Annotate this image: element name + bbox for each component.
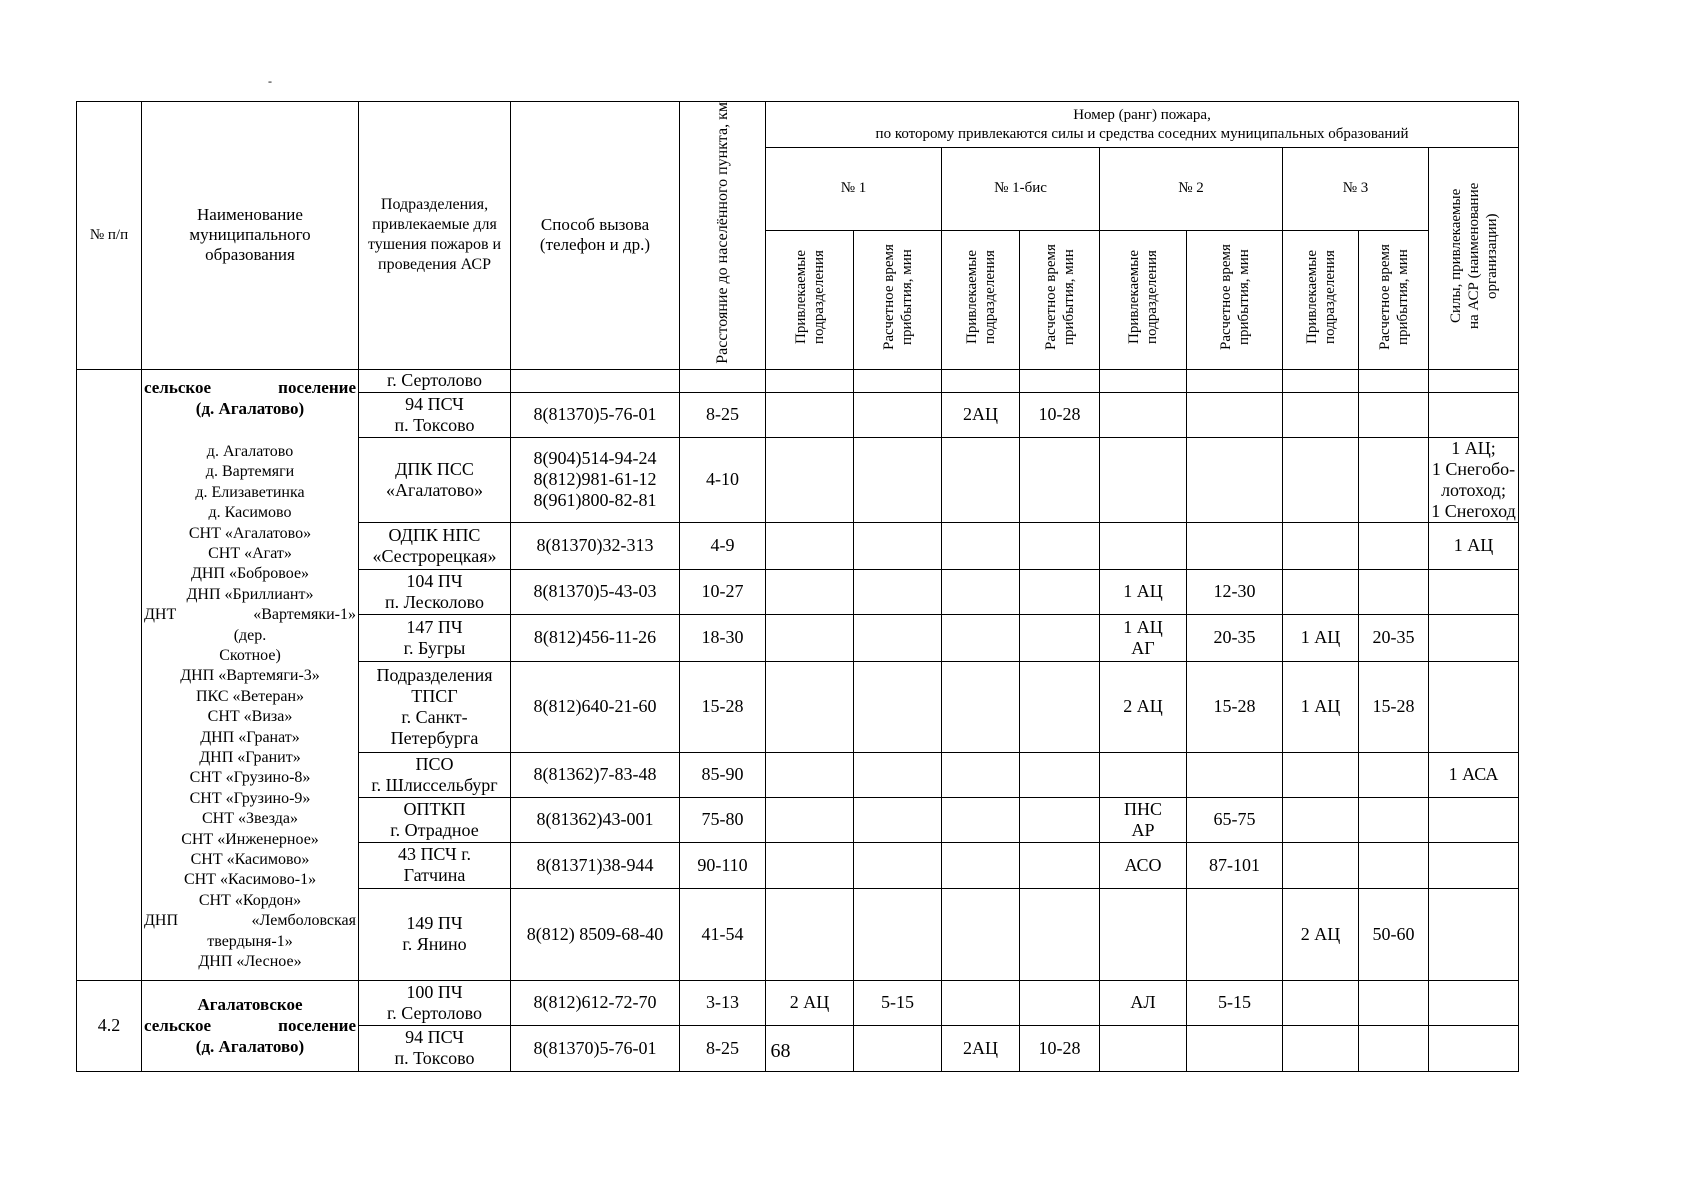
- block2-num: 4.2: [77, 980, 142, 1071]
- cell-r3u: 1 АЦ: [1283, 661, 1359, 752]
- cell-unit: [359, 569, 511, 614]
- header-rank1: № 1: [766, 148, 942, 231]
- cell-asr: [1429, 842, 1519, 888]
- cell-rbt: [1020, 842, 1100, 888]
- cell-rbt: [1020, 888, 1100, 980]
- cell-rbt: [1020, 752, 1100, 797]
- cell-asr: 1 АЦ: [1429, 522, 1519, 569]
- block1-num: [77, 369, 142, 980]
- cell-r3t: 15-28: [1359, 661, 1429, 752]
- cell-r3t: [1359, 842, 1429, 888]
- header-fire-rank-line2: по которому привлекаются силы и средства соседних муниципальных образований: [875, 125, 1409, 142]
- cell-r2u: [1100, 797, 1187, 842]
- cell-r3u: [1283, 369, 1359, 392]
- cell-r1u: [766, 661, 854, 752]
- cell-rbt: [1020, 369, 1100, 392]
- header-asr-text: Силы, привлекаемые на АСР (наименование организации): [1447, 182, 1500, 329]
- cell-asr: [1429, 392, 1519, 437]
- cell-rbt: [1020, 437, 1100, 522]
- header-rank1bis: № 1-бис: [942, 148, 1100, 231]
- cell-phone: [511, 437, 680, 522]
- settlement-item: д. Вартемяги: [205, 463, 295, 481]
- cell-asr: [1429, 437, 1519, 522]
- cell-r2u-line: АР: [1131, 819, 1155, 840]
- cell-unit: [359, 614, 511, 661]
- cell-unit-line: г. Отрадное: [390, 819, 479, 840]
- cell-phone: 8(812) 8509-68-40: [511, 888, 680, 980]
- cell-dist: 75-80: [680, 797, 766, 842]
- cell-dist: 90-110: [680, 842, 766, 888]
- cell-unit: [359, 842, 511, 888]
- cell-unit-line: п. Токсово: [394, 1048, 475, 1069]
- settlement-item: СНТ «Касимово-1»: [183, 871, 317, 889]
- cell-asr: [1429, 614, 1519, 661]
- cell-unit-line: ПСО: [415, 753, 454, 774]
- cell-phone: 8(812)640-21-60: [511, 661, 680, 752]
- header-rb-time: Расчетное время прибытия, мин: [1020, 230, 1100, 369]
- cell-rbu: [942, 369, 1020, 392]
- settlement-item: д. Агалатово: [206, 442, 294, 460]
- cell-unit-line: 100 ПЧ: [406, 981, 463, 1002]
- settlement-item: ДНП «Бобровое»: [190, 565, 310, 583]
- header-distance-text: Расстояние до населённого пункта, км: [713, 102, 731, 364]
- cell-unit-line: 94 ПСЧ: [405, 393, 464, 414]
- cell-rbu: [942, 614, 1020, 661]
- cell-unit-line: ОДПК НПС: [388, 524, 481, 545]
- cell-unit: [359, 980, 511, 1025]
- cell-r1u: [766, 392, 854, 437]
- cell-r3t: 20-35: [1359, 614, 1429, 661]
- cell-unit-line: 149 ПЧ: [406, 913, 463, 934]
- header-name: Наименование муниципального образования: [142, 102, 359, 370]
- header-rb-units: Привлекаемые подразделения: [942, 230, 1020, 369]
- cell-r3t: [1359, 522, 1429, 569]
- header-asr: [1429, 148, 1519, 370]
- cell-dist: 4-10: [680, 437, 766, 522]
- cell-r3u: [1283, 569, 1359, 614]
- cell-r1t: [854, 569, 942, 614]
- cell-unit-line: «Агалатово»: [385, 479, 484, 500]
- cell-r1u: [766, 569, 854, 614]
- settlement-item: ДНП «Лесное»: [198, 953, 302, 971]
- header-rank2: № 2: [1100, 148, 1283, 231]
- block1-title-line1: сельское поселение: [144, 377, 356, 397]
- cell-r3t: [1359, 392, 1429, 437]
- header-distance: [680, 102, 766, 370]
- cell-r2u: [1100, 614, 1187, 661]
- cell-r2u-line: АГ: [1131, 637, 1155, 658]
- cell-rbu: [942, 888, 1020, 980]
- table-row: [77, 980, 1519, 1025]
- cell-dist: 3-13: [680, 980, 766, 1025]
- settlement-item: д. Елизаветинка: [195, 483, 305, 501]
- cell-asr: 1 АСА: [1429, 752, 1519, 797]
- cell-phone: 8(81371)38-944: [511, 842, 680, 888]
- cell-phone-line: 8(961)800-82-81: [533, 490, 657, 511]
- cell-dist: 10-27: [680, 569, 766, 614]
- cell-r2t: [1187, 888, 1283, 980]
- cell-r1u: [766, 614, 854, 661]
- cell-phone: 8(81370)5-76-01: [511, 392, 680, 437]
- cell-rbu: [942, 522, 1020, 569]
- cell-r2u-line: 1 АЦ: [1123, 616, 1163, 637]
- settlement-item: ДНП «Гранат»: [200, 728, 300, 746]
- cell-r1t: [854, 888, 942, 980]
- cell-r2t: [1187, 392, 1283, 437]
- cell-asr: [1429, 797, 1519, 842]
- settlement-list: [144, 442, 356, 973]
- cell-unit: [359, 392, 511, 437]
- cell-r3u: [1283, 842, 1359, 888]
- settlement-item: СНТ «Грузино-9»: [189, 789, 311, 807]
- cell-unit-line: Петербурга: [390, 727, 479, 748]
- page-number: 68: [770, 1040, 791, 1062]
- header-r3-time: Расчетное время прибытия, мин: [1359, 230, 1429, 369]
- cell-phone: 8(81370)5-43-03: [511, 569, 680, 614]
- cell-unit: [359, 888, 511, 980]
- cell-r3u: 2 АЦ: [1283, 888, 1359, 980]
- settlement-item: СНТ «Грузино-8»: [189, 769, 311, 787]
- cell-r2t: [1187, 522, 1283, 569]
- cell-dist: 8-25: [680, 392, 766, 437]
- table-row: [77, 369, 1519, 392]
- cell-rbt: 10-28: [1020, 1025, 1100, 1071]
- header-num: № п/п: [77, 102, 142, 370]
- cell-phone: 8(812)456-11-26: [511, 614, 680, 661]
- cell-unit: [359, 752, 511, 797]
- settlement-item: СНТ «Звезда»: [201, 810, 299, 828]
- cell-unit-line: Подразделения: [376, 664, 493, 685]
- scan-speck: -: [268, 74, 272, 88]
- cell-dist: [680, 369, 766, 392]
- settlement-item: ДНП «Вартемяги-3»: [180, 667, 320, 685]
- cell-unit-line: Гатчина: [403, 865, 466, 886]
- header-r1-units: Привлекаемые подразделения: [766, 230, 854, 369]
- cell-rbt: [1020, 522, 1100, 569]
- cell-phone-line: 8(904)514-94-24: [533, 448, 657, 469]
- header-rank3: № 3: [1283, 148, 1429, 231]
- cell-r3t: [1359, 980, 1429, 1025]
- cell-r1u: [766, 797, 854, 842]
- cell-rbu: [942, 797, 1020, 842]
- settlement-item: Скотное): [219, 647, 281, 664]
- cell-r1t: [854, 661, 942, 752]
- settlement-item: (дер.: [233, 626, 267, 644]
- cell-r3u: [1283, 437, 1359, 522]
- cell-r3t: [1359, 369, 1429, 392]
- cell-asr: [1429, 369, 1519, 392]
- header-fire-rank-line1: Номер (ранг) пожара,: [1073, 106, 1211, 123]
- cell-r2u: [1100, 888, 1187, 980]
- header-row-1: [77, 102, 1519, 148]
- settlement-item: СНТ «Инженерное»: [181, 830, 319, 848]
- block1-title-line2: (д. Агалатово): [195, 398, 305, 418]
- cell-r2u: АСО: [1100, 842, 1187, 888]
- settlement-item: ДНП «Лемболовская: [144, 912, 356, 930]
- header-call: Способ вызова (телефон и др.): [511, 102, 680, 370]
- cell-r1u: [766, 888, 854, 980]
- fire-forces-table: [76, 101, 1519, 1072]
- cell-r1u: [766, 369, 854, 392]
- cell-unit-line: «Сестрорецкая»: [372, 545, 497, 566]
- block2-title-line: (д. Агалатово): [195, 1037, 305, 1057]
- cell-dist: 15-28: [680, 661, 766, 752]
- cell-r2u: 1 АЦ: [1100, 569, 1187, 614]
- cell-r3t: [1359, 752, 1429, 797]
- cell-r1u: [766, 752, 854, 797]
- header-r3-units: Привлекаемые подразделения: [1283, 230, 1359, 369]
- cell-r2t: [1187, 437, 1283, 522]
- cell-phone: 8(81370)5-76-01: [511, 1025, 680, 1071]
- header-r2-units: Привлекаемые подразделения: [1100, 230, 1187, 369]
- header-r1-time: Расчетное время прибытия, мин: [854, 230, 942, 369]
- settlement-item: ДНП «Гранит»: [199, 749, 301, 767]
- cell-asr-line: 1 АЦ;: [1451, 437, 1496, 458]
- cell-r2t: 20-35: [1187, 614, 1283, 661]
- cell-r2t: 65-75: [1187, 797, 1283, 842]
- cell-dist: 8-25: [680, 1025, 766, 1071]
- cell-r3u: [1283, 752, 1359, 797]
- cell-r1u: 2 АЦ: [766, 980, 854, 1025]
- cell-r2t: 5-15: [1187, 980, 1283, 1025]
- cell-phone: 8(81370)32-313: [511, 522, 680, 569]
- cell-r2u-line: ПНС: [1123, 798, 1162, 819]
- cell-r1u: [766, 437, 854, 522]
- cell-r1t: [854, 437, 942, 522]
- cell-unit-line: ОПТКП: [403, 798, 466, 819]
- cell-unit-line: 94 ПСЧ: [405, 1027, 464, 1048]
- cell-rbu: [942, 661, 1020, 752]
- block2-title-line: сельское поселение: [144, 1016, 356, 1036]
- cell-rbu: [942, 569, 1020, 614]
- cell-r1t: [854, 369, 942, 392]
- cell-asr: [1429, 888, 1519, 980]
- settlement-item: д. Касимово: [208, 504, 292, 522]
- cell-dist: 85-90: [680, 752, 766, 797]
- cell-r2t: 12-30: [1187, 569, 1283, 614]
- cell-r2u: 2 АЦ: [1100, 661, 1187, 752]
- cell-r3u: [1283, 797, 1359, 842]
- cell-r2u: [1100, 369, 1187, 392]
- cell-asr-line: 1 Снегоход: [1431, 500, 1516, 521]
- cell-r1t: [854, 752, 942, 797]
- cell-unit-line: г. Янино: [402, 934, 467, 955]
- cell-r3t: [1359, 569, 1429, 614]
- cell-unit: [359, 522, 511, 569]
- cell-unit-line: п. Токсово: [394, 414, 475, 435]
- cell-asr: [1429, 661, 1519, 752]
- cell-phone: [511, 369, 680, 392]
- cell-dist: 4-9: [680, 522, 766, 569]
- cell-unit-line: 147 ПЧ: [406, 616, 463, 637]
- cell-rbu: [942, 980, 1020, 1025]
- settlement-item: СНТ «Кордон»: [198, 891, 302, 909]
- cell-rbu: 2АЦ: [942, 1025, 1020, 1071]
- cell-r2u: [1100, 522, 1187, 569]
- block1: [77, 369, 1519, 980]
- cell-rbu: [942, 437, 1020, 522]
- cell-rbt: [1020, 614, 1100, 661]
- cell-unit-line: г. Шлиссельбург: [371, 774, 498, 795]
- settlement-item: ДНП «Бриллиант»: [186, 585, 314, 603]
- cell-r3u: [1283, 522, 1359, 569]
- cell-r1t: 5-15: [854, 980, 942, 1025]
- cell-asr: [1429, 980, 1519, 1025]
- cell-dist: 41-54: [680, 888, 766, 980]
- cell-r1t: [854, 842, 942, 888]
- cell-r1t: [854, 797, 942, 842]
- cell-rbu: [942, 842, 1020, 888]
- cell-phone: 8(812)612-72-70: [511, 980, 680, 1025]
- block2-title-line: Агалатовское: [197, 995, 303, 1015]
- cell-phone-line: 8(812)981-61-12: [533, 469, 657, 490]
- cell-unit-line: ДПК ПСС: [395, 458, 474, 479]
- cell-unit-line: г. Бугры: [403, 637, 466, 658]
- settlement-item: твердыня-1»: [207, 932, 293, 950]
- cell-r2u: АЛ: [1100, 980, 1187, 1025]
- cell-r2t: 87-101: [1187, 842, 1283, 888]
- cell-unit-line: 104 ПЧ: [406, 570, 463, 591]
- cell-dist: 18-30: [680, 614, 766, 661]
- cell-rbt: [1020, 797, 1100, 842]
- cell-r2t: [1187, 369, 1283, 392]
- cell-unit-line: г. Санкт-: [401, 706, 468, 727]
- cell-asr: [1429, 569, 1519, 614]
- cell-r1u: [766, 522, 854, 569]
- cell-unit: [359, 797, 511, 842]
- block1-name: [142, 369, 359, 980]
- cell-asr-line: 1 Снегобо-: [1431, 458, 1516, 479]
- cell-r1u: [766, 842, 854, 888]
- header-units: Подразделения, привлекаемые для тушения пожаров и проведения АСР: [359, 102, 511, 370]
- settlement-item: СНТ «Касимово»: [190, 851, 310, 869]
- header-r2-time: Расчетное время прибытия, мин: [1187, 230, 1283, 369]
- cell-unit: [359, 661, 511, 752]
- cell-rbt: [1020, 980, 1100, 1025]
- cell-r2t: 15-28: [1187, 661, 1283, 752]
- cell-rbt: [1020, 661, 1100, 752]
- cell-r2u: [1100, 392, 1187, 437]
- cell-asr-line: лотоход;: [1441, 479, 1506, 500]
- cell-rbt: [1020, 569, 1100, 614]
- cell-r1t: [854, 614, 942, 661]
- cell-rbu: [942, 752, 1020, 797]
- cell-phone: 8(81362)7-83-48: [511, 752, 680, 797]
- cell-unit-line: п. Лесколово: [384, 591, 485, 612]
- settlement-item: СНТ «Агалатово»: [188, 524, 312, 542]
- cell-r3u: [1283, 392, 1359, 437]
- settlement-item: ДНТ «Вартемяки-1»: [144, 606, 356, 624]
- cell-r3u: 1 АЦ: [1283, 614, 1359, 661]
- settlement-item: ПКС «Ветеран»: [195, 687, 305, 705]
- cell-unit: г. Сертолово: [359, 369, 511, 392]
- cell-phone: 8(81362)43-001: [511, 797, 680, 842]
- settlement-item: СНТ «Агат»: [208, 544, 292, 562]
- cell-unit: [359, 437, 511, 522]
- cell-unit-line: 43 ПСЧ г.: [397, 844, 472, 865]
- cell-rbt: 10-28: [1020, 392, 1100, 437]
- header-fire-rank: [766, 102, 1519, 148]
- settlement-item: СНТ «Виза»: [207, 708, 293, 726]
- cell-r3t: 50-60: [1359, 888, 1429, 980]
- cell-r2u: [1100, 437, 1187, 522]
- cell-r2u: [1100, 752, 1187, 797]
- cell-r2t: [1187, 752, 1283, 797]
- cell-r1t: [854, 392, 942, 437]
- cell-r3t: [1359, 437, 1429, 522]
- cell-r3t: [1359, 797, 1429, 842]
- cell-unit-line: ТПСГ: [411, 685, 458, 706]
- cell-rbu: 2АЦ: [942, 392, 1020, 437]
- cell-unit-line: г. Сертолово: [386, 1002, 483, 1023]
- cell-r1t: [854, 522, 942, 569]
- cell-r3u: [1283, 980, 1359, 1025]
